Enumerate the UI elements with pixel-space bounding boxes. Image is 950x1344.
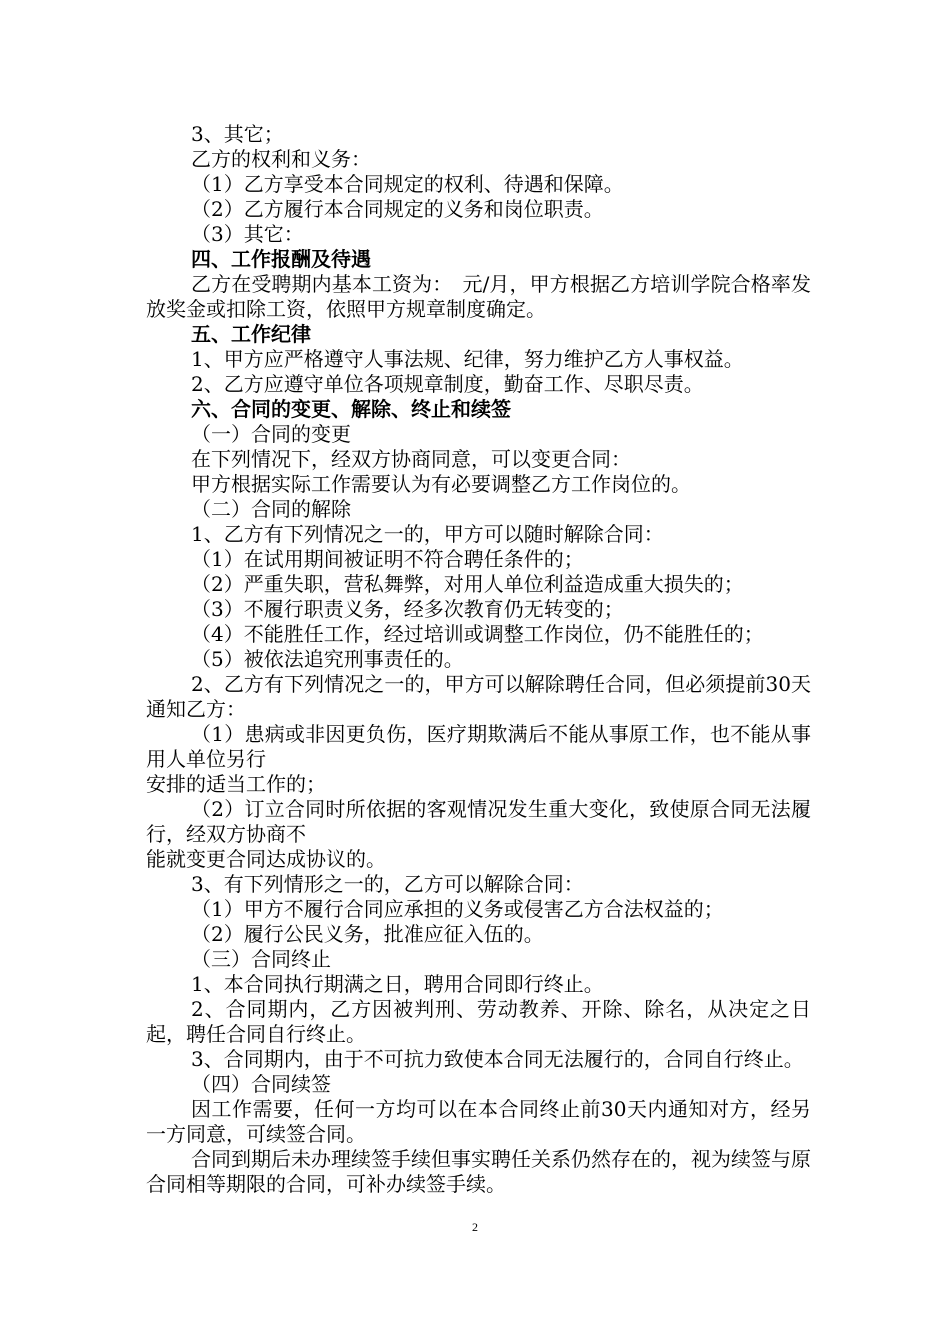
termination-clause-2-item-2: （2）订立合同时所依据的客观情况发生重大变化，致使原合同无法履行，经双方协商不 xyxy=(146,797,811,846)
section-heading-4: 四、工作报酬及待遇 xyxy=(191,247,371,271)
termination-clause-2-item-1-cont: 安排的适当工作的； xyxy=(146,772,326,796)
document-body xyxy=(146,122,811,1197)
subsection-termination: （二）合同的解除 xyxy=(191,497,351,521)
termination-item-1: （1）在试用期间被证明不符合聘任条件的； xyxy=(191,547,584,571)
subsection-renewal: （四）合同续签 xyxy=(191,1072,331,1096)
section-heading-5: 五、工作纪律 xyxy=(191,322,311,346)
clause-other-a: 3、其它； xyxy=(191,122,284,146)
termination-clause-1: 1、乙方有下列情况之一的，甲方可以随时解除合同： xyxy=(191,522,664,546)
subsection-end: （三）合同终止 xyxy=(191,947,331,971)
renewal-clause-2: 合同到期后未办理续签手续但事实聘任关系仍然存在的，视为续签与原合同相等期限的合同，可补办续签手续。 xyxy=(146,1147,811,1196)
termination-clause-3-item-1: （1）甲方不履行合同应承担的义务或侵害乙方合法权益的； xyxy=(191,897,724,921)
termination-clause-2-item-2-cont: 能就变更合同达成协议的。 xyxy=(146,847,386,871)
salary-paragraph: 乙方在受聘期内基本工资为： 元/月，甲方根据乙方培训学院合格率发放奖金或扣除工资，依照甲方规章制度确定。 xyxy=(146,272,811,321)
termination-item-5: （5）被依法追究刑事责任的。 xyxy=(191,647,464,671)
discipline-item-2: 2、乙方应遵守单位各项规章制度，勤奋工作、尽职尽责。 xyxy=(191,372,704,396)
section-heading-6: 六、合同的变更、解除、终止和续签 xyxy=(191,397,511,421)
party-b-right-1: （1）乙方享受本合同规定的权利、待遇和保障。 xyxy=(191,172,624,196)
subsection-change: （一）合同的变更 xyxy=(191,422,351,446)
change-item: 甲方根据实际工作需要认为有必要调整乙方工作岗位的。 xyxy=(191,472,691,496)
discipline-item-1: 1、甲方应严格遵守人事法规、纪律，努力维护乙方人事权益。 xyxy=(191,347,744,371)
termination-clause-3-item-2: （2）履行公民义务，批准应征入伍的。 xyxy=(191,922,544,946)
end-clause-2: 2、合同期内，乙方因被判刑、劳动教养、开除、除名，从决定之日起，聘任合同自行终止。 xyxy=(146,997,811,1046)
termination-item-2: （2）严重失职，营私舞弊，对用人单位利益造成重大损失的； xyxy=(191,572,744,596)
renewal-clause-1: 因工作需要，任何一方均可以在本合同终止前30天内通知对方，经另一方同意，可续签合同。 xyxy=(146,1097,811,1146)
termination-clause-2: 2、乙方有下列情况之一的，甲方可以解除聘任合同，但必须提前30天通知乙方： xyxy=(146,672,811,721)
change-intro: 在下列情况下，经双方协商同意，可以变更合同： xyxy=(191,447,631,471)
termination-item-3: （3）不履行职责义务，经多次教育仍无转变的； xyxy=(191,597,624,621)
party-b-right-3: （3）其它： xyxy=(191,222,304,246)
end-clause-3: 3、合同期内，由于不可抗力致使本合同无法履行的，合同自行终止。 xyxy=(191,1047,804,1071)
termination-clause-3: 3、有下列情形之一的，乙方可以解除合同： xyxy=(191,872,584,896)
termination-item-4: （4）不能胜任工作，经过培训或调整工作岗位，仍不能胜任的； xyxy=(191,622,764,646)
end-clause-1: 1、本合同执行期满之日，聘用合同即行终止。 xyxy=(191,972,604,996)
party-b-right-2: （2）乙方履行本合同规定的义务和岗位职责。 xyxy=(191,197,604,221)
termination-clause-2-item-1: （1）患病或非因更负伤，医疗期欺满后不能从事原工作，也不能从事用人单位另行 xyxy=(146,722,811,771)
page-number: 2 xyxy=(472,1220,478,1234)
party-b-rights-heading: 乙方的权利和义务： xyxy=(191,147,371,171)
